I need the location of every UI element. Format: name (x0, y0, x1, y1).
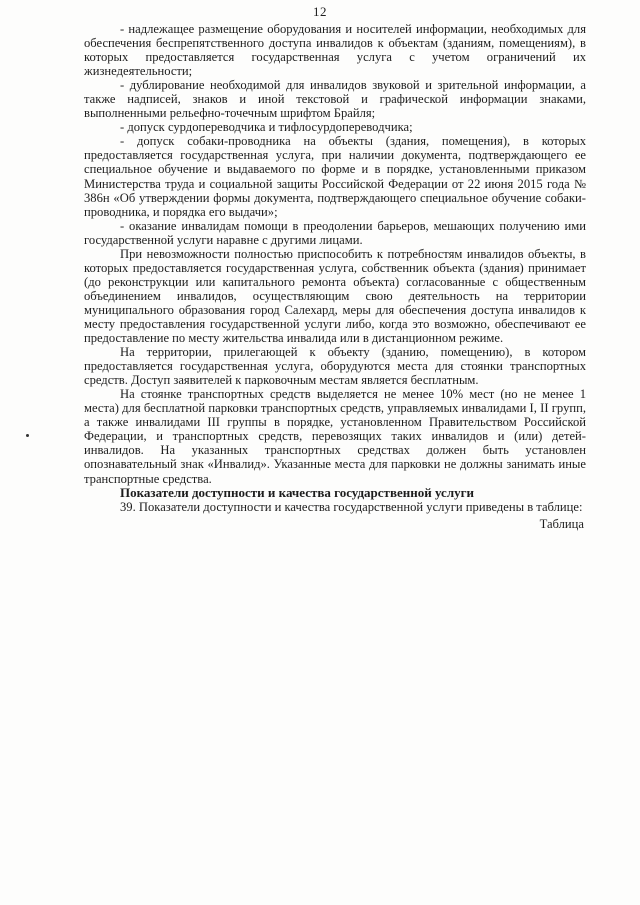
paragraph-equipment-placement: - надлежащее размещение оборудования и носителей информации, необходимых для обеспечения беспрепятственного доступа инвалидов к объектам (зданиям, помещениям), в которых предоставляется государственная услуга с учетом ограничений их жизнедеятельности; (84, 22, 586, 79)
paragraph-parking-territory: На территории, прилегающей к объекту (зданию, помещению), в котором предоставляется государственная услуга, оборудуются места для стоянки транспортных средств. Доступ заявителей к парковочным местам является бесплатным. (84, 345, 586, 388)
section-heading: Показатели доступности и качества государственной услуги (120, 484, 475, 500)
scan-dot (26, 434, 29, 437)
paragraph-parking-quota: На стоянке транспортных средств выделяется не менее 10% мест (но не менее 1 места) для бесплатной парковки транспортных средств, управляемых инвалидами I, II групп, а также инвалидами III группы в порядке, установленном Правительством Российской Федерации, и транспортных средств, перевозящих таких инвалидов и (или) детей-инвалидов. На указанных транспортных средствах должен быть установлен опознавательный знак «Инвалид». Указанные места для парковки не должны занимать иные транспортные средства. (84, 387, 586, 486)
document-body (84, 22, 586, 531)
paragraph-braille-duplication: - дублирование необходимой для инвалидов звуковой и зрительной информации, а также надписей, знаков и иной текстовой и графической информации знаками, выполненными рельефно-точечным шрифтом Брайля; (84, 78, 586, 121)
table-label: Таблица (539, 516, 584, 531)
paragraph-guide-dog: - допуск собаки-проводника на объекты (здания, помещения), в которых предоставляется государственная услуга, при наличии документа, подтверждающего ее специальное обучение и выдаваемого по форме и в порядке, установленными приказом Министерства труда и социальной защиты Российской Федерации от 22 июня 2015 года № 386н «Об утверждении формы документа, подтверждающего специальное обучение собаки-проводника, и порядка его выдачи»; (84, 134, 586, 219)
paragraph-adaptation: При невозможности полностью приспособить к потребностям инвалидов объекты, в которых предоставляется государственная услуга, собственник объекта (здания) принимает (до реконструкции или капитального ремонта объекта) согласованные с общественным объединением инвалидов, осуществляющим свою деятельность на территории муниципального образования город Салехард, меры для обеспечения доступа инвалидов к месту предоставления государственной услуги либо, когда это возможно, обеспечивают ее предоставление по месту жительства инвалида или в дистанционном режиме. (84, 246, 586, 346)
paragraph-item-39: 39. Показатели доступности и качества государственной услуги приведены в таблице: (120, 499, 583, 514)
paragraph-sign-interpreter: - допуск сурдопереводчика и тифлосурдопереводчика; (120, 120, 413, 135)
page-number: 12 (313, 4, 327, 19)
paragraph-barrier-assistance: - оказание инвалидам помощи в преодолении барьеров, мешающих получению ими государственной услуги наравне с другими лицами. (84, 218, 586, 247)
